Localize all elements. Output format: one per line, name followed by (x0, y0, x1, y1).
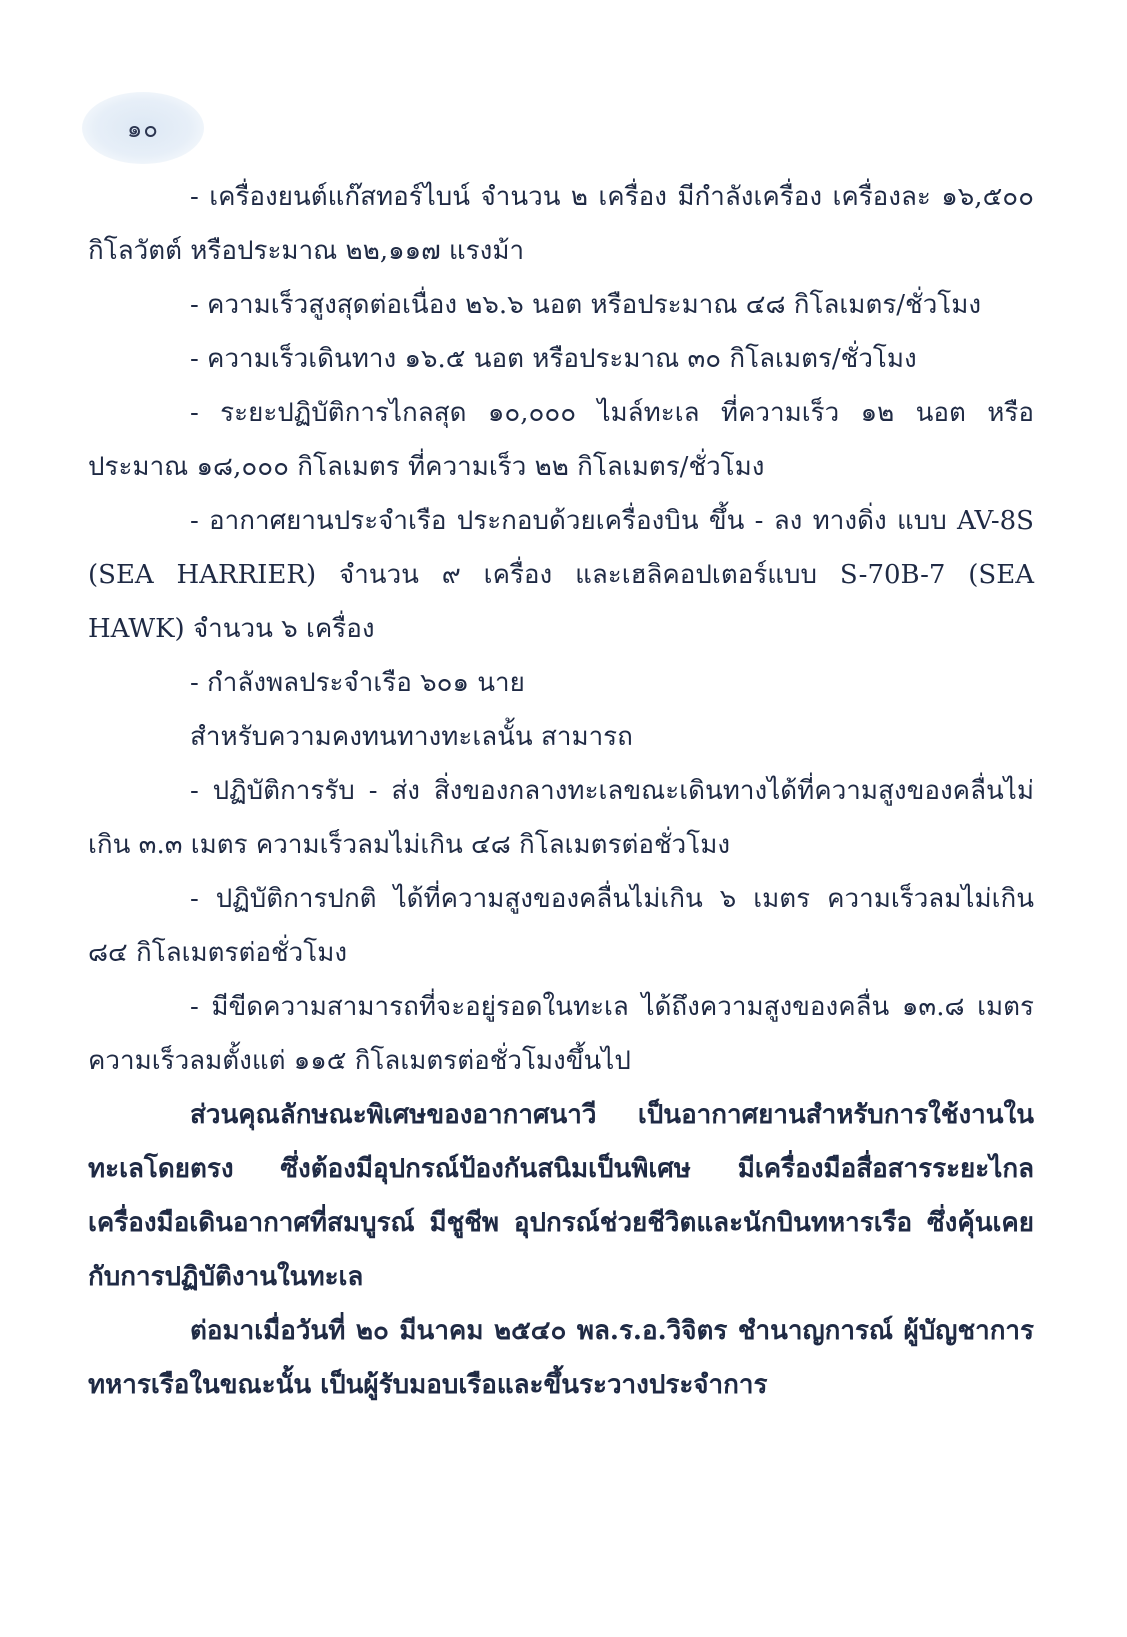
paragraph-max-range: - ระยะปฏิบัติการไกลสุด ๑๐,๐๐๐ ไมล์ทะเล ที่ความเร็ว ๑๒ นอต หรือประมาณ ๑๘,๐๐๐ กิโลเมตร ที่ความเร็ว ๒๒ กิโลเมตร/ชั่วโมง (88, 398, 1034, 482)
paragraph-max-continuous-speed: - ความเร็วสูงสุดต่อเนื่อง ๒๖.๖ นอต หรือประมาณ ๔๘ กิโลเมตร/ชั่วโมง (190, 290, 982, 320)
paragraph-naval-aviation-features: ส่วนคุณลักษณะพิเศษของอากาศนาวี เป็นอากาศยานสำหรับการใช้งานในทะเลโดยตรง ซึ่งต้องมีอุปกรณ์ป้องกันสนิมเป็นพิเศษ มีเครื่องมือสื่อสารระยะไกล เครื่องมือเดินอากาศที่สมบูรณ์ มีชูชีพ อุปกรณ์ช่วยชีวิตและนักบินทหารเรือ ซึ่งคุ้นเคยกับการปฏิบัติงานในทะเล (88, 1100, 1034, 1292)
document-body (88, 170, 1034, 1412)
paragraph-replenishment-at-sea: - ปฏิบัติการรับ - ส่ง สิ่งของกลางทะเลขณะเดินทางได้ที่ความสูงของคลื่นไม่เกิน ๓.๓ เมตร ความเร็วลมไม่เกิน ๔๘ กิโลเมตรต่อชั่วโมง (88, 776, 1034, 860)
paragraph-aircraft-complement: - อากาศยานประจำเรือ ประกอบด้วยเครื่องบิน ขึ้น - ลง ทางดิ่ง แบบ AV-8S (SEA HARRIER) จำนวน ๙ เครื่อง และเฮลิคอปเตอร์แบบ S-70B-7 (SEA HAWK) จำนวน ๖ เครื่อง (88, 506, 1034, 644)
paragraph-normal-operations: - ปฏิบัติการปกติ ได้ที่ความสูงของคลื่นไม่เกิน ๖ เมตร ความเร็วลมไม่เกิน ๘๔ กิโลเมตรต่อชั่วโมง (88, 884, 1034, 968)
page-number: ๑๐ (127, 114, 159, 143)
paragraph-survivability: - มีขีดความสามารถที่จะอยู่รอดในทะเล ได้ถึงความสูงของคลื่น ๑๓.๘ เมตร ความเร็วลมตั้งแต่ ๑๑๕ กิโลเมตรต่อชั่วโมงขึ้นไป (88, 992, 1034, 1076)
paragraph-gas-turbine-engines: - เครื่องยนต์แก๊สทอร์ไบน์ จำนวน ๒ เครื่อง มีกำลังเครื่อง เครื่องละ ๑๖,๕๐๐ กิโลวัตต์ หรือประมาณ ๒๒,๑๑๗ แรงม้า (88, 182, 1034, 266)
page-number-badge (82, 92, 204, 164)
paragraph-crew-complement: - กำลังพลประจำเรือ ๖๐๑ นาย (190, 668, 525, 698)
paragraph-commissioning: ต่อมาเมื่อวันที่ ๒๐ มีนาคม ๒๕๔๐ พล.ร.อ.วิจิตร ชำนาญการณ์ ผู้บัญชาการทหารเรือในขณะนั้น เป็นผู้รับมอบเรือและขึ้นระวางประจำการ (88, 1316, 1034, 1400)
paragraph-cruising-speed: - ความเร็วเดินทาง ๑๖.๕ นอต หรือประมาณ ๓๐ กิโลเมตร/ชั่วโมง (190, 344, 917, 374)
paragraph-seakeeping-intro: สำหรับความคงทนทางทะเลนั้น สามารถ (190, 722, 633, 752)
